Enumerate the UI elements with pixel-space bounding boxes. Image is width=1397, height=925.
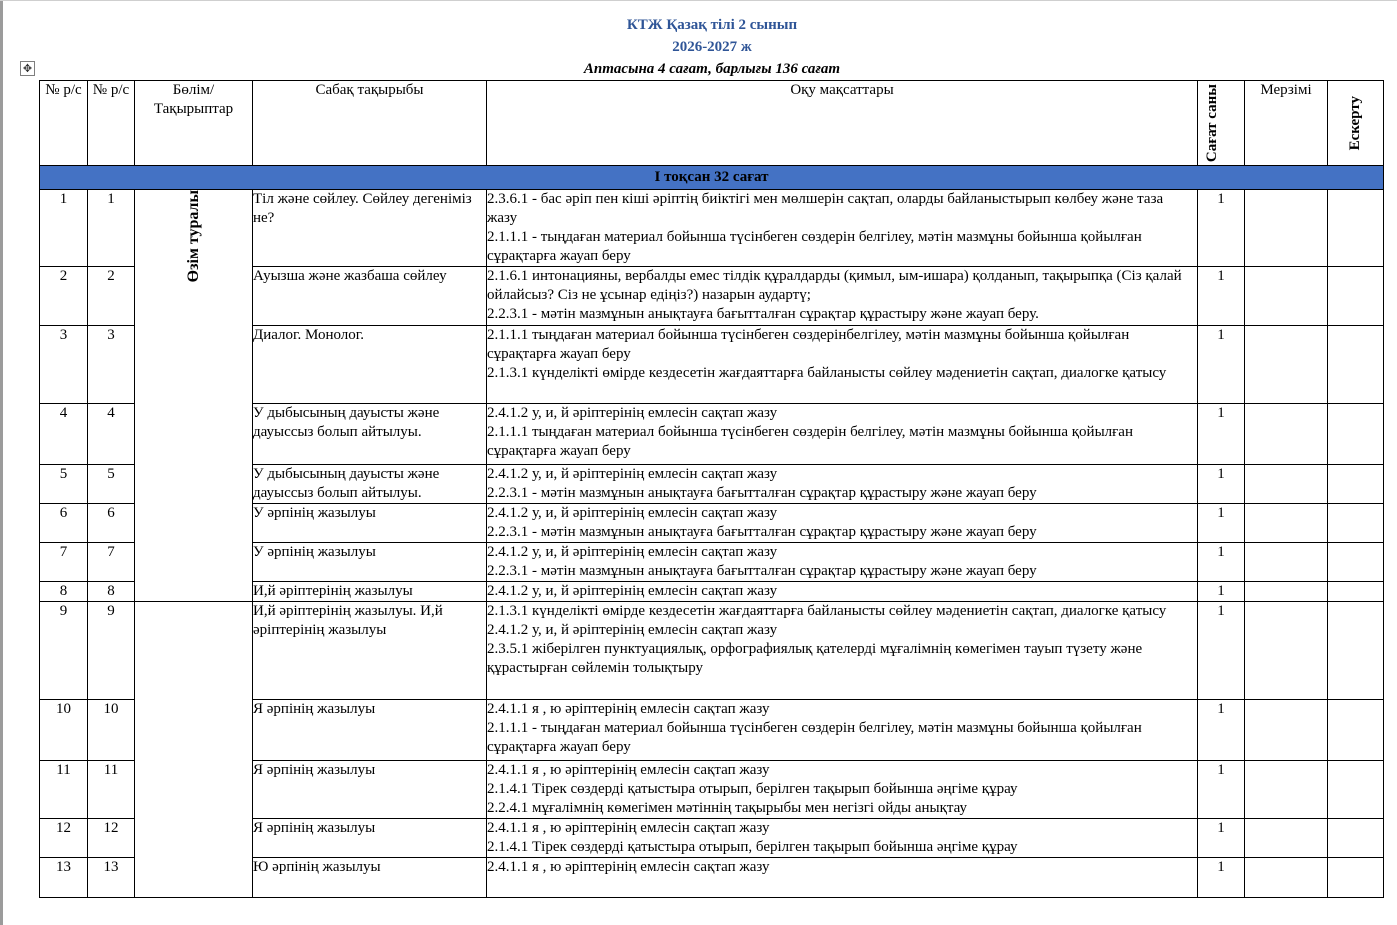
goal-item: 2.4.1.1 я , ю әріптерінің емлесін сақтап жазу bbox=[487, 701, 770, 717]
quarter-label: I тоқсан 32 сағат bbox=[40, 166, 1384, 190]
lesson-topic: У дыбысының дауысты және дауыссыз болып айтылуы. bbox=[253, 404, 487, 465]
table-row bbox=[40, 190, 1384, 267]
note-cell bbox=[1328, 543, 1384, 582]
row-num: 11 bbox=[40, 761, 88, 819]
deadline-cell bbox=[1245, 267, 1328, 326]
lesson-topic: И,й әріптерінің жазылуы. И,й әріптерінің жазылуы bbox=[253, 602, 487, 700]
hours-cell: 1 bbox=[1198, 858, 1245, 898]
goal-item: 2.1.6.1 интонацияны, вербалды емес тілдік құралдарды (қимыл, ым-ишара) қолданып, тақырыпқа (Сіз қалай ойлайсыз? Сіз не ұсынар едіңіз?) назарын аудартү; bbox=[487, 268, 1182, 303]
learning-goals bbox=[487, 190, 1198, 267]
note-cell bbox=[1328, 819, 1384, 858]
deadline-cell bbox=[1245, 761, 1328, 819]
hours-cell: 1 bbox=[1198, 700, 1245, 761]
note-cell bbox=[1328, 404, 1384, 465]
row-num-2: 7 bbox=[88, 543, 135, 582]
goal-item: 2.1.1.1 тыңдаған материал бойынша түсінбеген сөздерінбелгілеу, мәтін мазмұны бойынша қойылған сұрақтарға жауап беру bbox=[487, 327, 1130, 362]
goal-item: 2.2.3.1 - мәтін мазмұнын анықтауға бағытталған сұрақтар құрастыру және жауап беру bbox=[487, 485, 1037, 501]
deadline-cell bbox=[1245, 326, 1328, 404]
goal-item: 2.1.4.1 Тірек сөздерді қатыстыра отырып, берілген тақырып бойынша әңгіме құрау bbox=[487, 839, 1018, 855]
document-title: КТЖ Қазақ тілі 2 сынып bbox=[626, 17, 798, 33]
row-num-2: 3 bbox=[88, 326, 135, 404]
note-cell bbox=[1328, 326, 1384, 404]
page-left-edge bbox=[0, 0, 3, 925]
note-cell bbox=[1328, 267, 1384, 326]
lesson-topic: Я әрпінің жазылуы bbox=[253, 761, 487, 819]
learning-goals bbox=[487, 700, 1198, 761]
row-num: 6 bbox=[40, 504, 88, 543]
row-num-2: 11 bbox=[88, 761, 135, 819]
goal-item: 2.3.6.1 - бас әріп пен кіші әріптің биіктігі мен мөлшерін сақтап, оларды байланыстырып көлбеу және таза жазу bbox=[487, 191, 1164, 226]
row-num: 1 bbox=[40, 190, 88, 267]
learning-goals bbox=[487, 761, 1198, 819]
row-num: 13 bbox=[40, 858, 88, 898]
lesson-topic: У әрпінің жазылуы bbox=[253, 504, 487, 543]
col-header-hours-label: Сағат саны bbox=[1204, 83, 1220, 163]
table-row bbox=[40, 602, 1384, 700]
goal-item: 2.4.1.2 у, и, й әріптерінің емлесін сақтап жазу bbox=[487, 544, 778, 560]
col-header-topic: Сабақ тақырыбы bbox=[253, 81, 487, 166]
hours-cell: 1 bbox=[1198, 326, 1245, 404]
hours-cell: 1 bbox=[1198, 267, 1245, 326]
deadline-cell bbox=[1245, 190, 1328, 267]
goal-item: 2.4.1.1 я , ю әріптерінің емлесін сақтап жазу bbox=[487, 859, 770, 875]
goal-item: 2.2.4.1 мұғалімнің көмегімен мәтіннің тақырыбы мен негізгі ойды анықтау bbox=[487, 800, 968, 816]
hours-cell: 1 bbox=[1198, 404, 1245, 465]
note-cell bbox=[1328, 761, 1384, 819]
hours-cell: 1 bbox=[1198, 761, 1245, 819]
goal-item: 2.4.1.2 у, и, й әріптерінің емлесін сақтап жазу bbox=[487, 466, 778, 482]
deadline-cell bbox=[1245, 543, 1328, 582]
section-cell-empty bbox=[135, 602, 253, 898]
lesson-topic: У әрпінің жазылуы bbox=[253, 543, 487, 582]
learning-goals bbox=[487, 819, 1198, 858]
hours-cell: 1 bbox=[1198, 465, 1245, 504]
learning-goals bbox=[487, 504, 1198, 543]
goal-item: 2.3.5.1 жіберілген пунктуациялық, орфографиялық қателерді мұғалімнің көмегімен тауып түзету және құрастырған сөйлемін толықтыру bbox=[487, 641, 1143, 676]
row-num-2: 10 bbox=[88, 700, 135, 761]
note-cell bbox=[1328, 700, 1384, 761]
deadline-cell bbox=[1245, 504, 1328, 543]
lesson-plan-table bbox=[39, 80, 1384, 898]
row-num: 2 bbox=[40, 267, 88, 326]
section-cell bbox=[135, 190, 253, 602]
hours-note: Аптасына 4 сағат, барлығы 136 сағат bbox=[583, 61, 841, 77]
deadline-cell bbox=[1245, 582, 1328, 602]
col-header-note bbox=[1328, 81, 1384, 166]
learning-goals bbox=[487, 404, 1198, 465]
note-cell bbox=[1328, 602, 1384, 700]
lesson-topic: Диалог. Монолог. bbox=[253, 326, 487, 404]
goal-item: 2.4.1.2 у, и, й әріптерінің емлесін сақтап жазу bbox=[487, 622, 778, 638]
lesson-topic: У дыбысының дауысты және дауыссыз болып айтылуы. bbox=[253, 465, 487, 504]
row-num-2: 12 bbox=[88, 819, 135, 858]
col-header-note-label: Ескерту bbox=[1347, 95, 1363, 151]
goal-item: 2.1.3.1 күнделікті өмірде кездесетін жағдаяттарға байланысты сөйлеу мәдениетін сақтап, диалогке қатысу bbox=[487, 365, 1167, 381]
goal-item: 2.4.1.1 я , ю әріптерінің емлесін сақтап жазу bbox=[487, 820, 770, 836]
goal-item: 2.2.3.1 - мәтін мазмұнын анықтауға бағытталған сұрақтар құрастыру және жауап беру. bbox=[487, 306, 1039, 322]
page-top-edge bbox=[0, 0, 1397, 1]
document-year: 2026-2027 ж bbox=[672, 39, 752, 55]
hours-cell: 1 bbox=[1198, 543, 1245, 582]
learning-goals bbox=[487, 465, 1198, 504]
lesson-topic: Ю әрпінің жазылуы bbox=[253, 858, 487, 898]
row-num-2: 6 bbox=[88, 504, 135, 543]
goal-item: 2.1.1.1 - тыңдаған материал бойынша түсінбеген сөздерін белгілеу, мәтін мазмұны бойынша қойылған сұрақтарға жауап беру bbox=[487, 720, 1142, 755]
hours-cell: 1 bbox=[1198, 602, 1245, 700]
learning-goals bbox=[487, 543, 1198, 582]
lesson-topic: Ауызша және жазбаша сөйлеу bbox=[253, 267, 487, 326]
deadline-cell bbox=[1245, 819, 1328, 858]
goal-item: 2.4.1.2 у, и, й әріптерінің емлесін сақтап жазу bbox=[487, 405, 778, 421]
col-header-deadline: Мерзімі bbox=[1245, 81, 1328, 166]
deadline-cell bbox=[1245, 858, 1328, 898]
goal-item: 2.1.4.1 Тірек сөздерді қатыстыра отырып, берілген тақырып бойынша әңгіме құрау bbox=[487, 781, 1018, 797]
col-header-num-2: № р/с bbox=[88, 81, 135, 166]
row-num-2: 8 bbox=[88, 582, 135, 602]
goal-item: 2.2.3.1 - мәтін мазмұнын анықтауға бағытталған сұрақтар құрастыру және жауап беру bbox=[487, 524, 1037, 540]
row-num-2: 5 bbox=[88, 465, 135, 504]
note-cell bbox=[1328, 465, 1384, 504]
learning-goals bbox=[487, 582, 1198, 602]
deadline-cell bbox=[1245, 404, 1328, 465]
row-num: 4 bbox=[40, 404, 88, 465]
row-num-2: 2 bbox=[88, 267, 135, 326]
col-header-hours bbox=[1198, 81, 1245, 166]
row-num-2: 1 bbox=[88, 190, 135, 267]
lesson-topic: И,й әріптерінің жазылуы bbox=[253, 582, 487, 602]
row-num: 8 bbox=[40, 582, 88, 602]
goal-item: 2.1.1.1 тыңдаған материал бойынша түсінбеген сөздерін белгілеу, мәтін мазмұны бойынша қойылған сұрақтарға жауап беру bbox=[487, 424, 1133, 459]
goal-item: 2.1.3.1 күнделікті өмірде кездесетін жағдаяттарға байланысты сөйлеу мәдениетін сақтап, диалогке қатысу bbox=[487, 603, 1167, 619]
row-num-2: 4 bbox=[88, 404, 135, 465]
row-num: 7 bbox=[40, 543, 88, 582]
row-num-2: 9 bbox=[88, 602, 135, 700]
note-cell bbox=[1328, 582, 1384, 602]
goal-item: 2.1.1.1 - тыңдаған материал бойынша түсінбеген сөздерін белгілеу, мәтін мазмұны бойынша қойылған сұрақтарға жауап беру bbox=[487, 229, 1142, 264]
col-header-goals: Оқу мақсаттары bbox=[487, 81, 1198, 166]
goal-item: 2.4.1.2 у, и, й әріптерінің емлесін сақтап жазу bbox=[487, 583, 778, 599]
goal-item: 2.4.1.1 я , ю әріптерінің емлесін сақтап жазу bbox=[487, 762, 770, 778]
goal-item: 2.2.3.1 - мәтін мазмұнын анықтауға бағытталған сұрақтар құрастыру және жауап беру bbox=[487, 563, 1037, 579]
row-num-2: 13 bbox=[88, 858, 135, 898]
learning-goals bbox=[487, 267, 1198, 326]
col-header-num: № р/с bbox=[40, 81, 88, 166]
deadline-cell bbox=[1245, 602, 1328, 700]
hours-cell: 1 bbox=[1198, 582, 1245, 602]
lesson-topic: Тіл және сөйлеу. Сөйлеу дегеніміз не? bbox=[253, 190, 487, 267]
note-cell bbox=[1328, 190, 1384, 267]
learning-goals bbox=[487, 326, 1198, 404]
deadline-cell bbox=[1245, 465, 1328, 504]
table-header-row bbox=[40, 81, 1384, 166]
deadline-cell bbox=[1245, 700, 1328, 761]
section-label: Өзім туралы bbox=[185, 190, 202, 283]
table-move-handle-icon[interactable]: ✥ bbox=[20, 61, 35, 76]
col-header-section: Бөлім/ Тақырыптар bbox=[135, 81, 253, 166]
row-num: 3 bbox=[40, 326, 88, 404]
lesson-topic: Я әрпінің жазылуы bbox=[253, 700, 487, 761]
row-num: 12 bbox=[40, 819, 88, 858]
document-header bbox=[0, 14, 1397, 80]
hours-cell: 1 bbox=[1198, 504, 1245, 543]
lesson-rows bbox=[40, 190, 1384, 898]
hours-cell: 1 bbox=[1198, 819, 1245, 858]
quarter-row bbox=[40, 166, 1384, 190]
note-cell bbox=[1328, 504, 1384, 543]
learning-goals bbox=[487, 858, 1198, 898]
goal-item: 2.4.1.2 у, и, й әріптерінің емлесін сақтап жазу bbox=[487, 505, 778, 521]
hours-cell: 1 bbox=[1198, 190, 1245, 267]
row-num: 5 bbox=[40, 465, 88, 504]
row-num: 10 bbox=[40, 700, 88, 761]
learning-goals bbox=[487, 602, 1198, 700]
row-num: 9 bbox=[40, 602, 88, 700]
lesson-topic: Я әрпінің жазылуы bbox=[253, 819, 487, 858]
note-cell bbox=[1328, 858, 1384, 898]
